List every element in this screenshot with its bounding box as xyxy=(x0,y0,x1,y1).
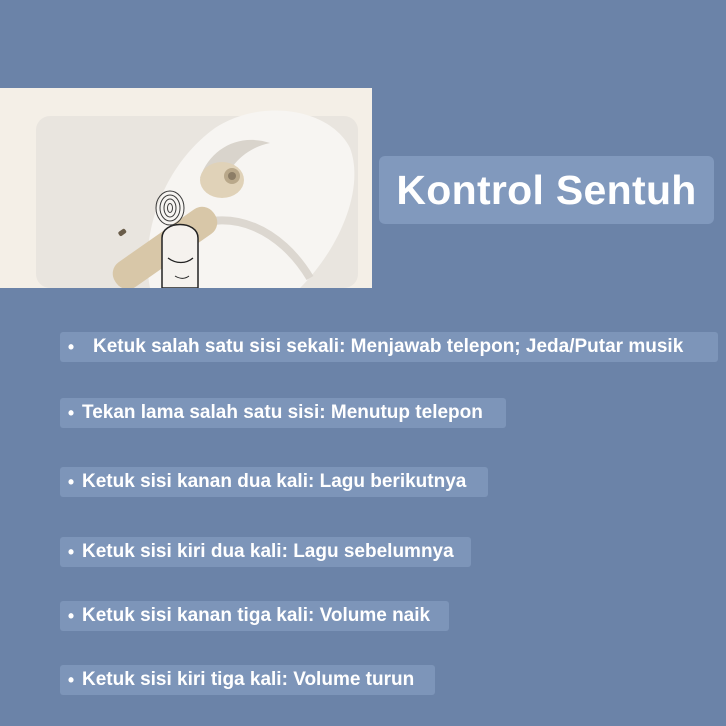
page-title: Kontrol Sentuh xyxy=(396,166,697,213)
list-item xyxy=(60,665,435,695)
list-item xyxy=(60,537,471,567)
bullet-icon: • xyxy=(67,471,75,492)
list-item-text: Ketuk sisi kanan dua kali: Lagu berikutnya xyxy=(82,471,467,492)
bullet-icon: • xyxy=(67,336,75,357)
list-item-text: Ketuk sisi kanan tiga kali: Volume naik xyxy=(82,605,431,626)
bullet-icon: • xyxy=(67,402,75,423)
bullet-icon: • xyxy=(67,669,75,690)
bullet-icon: • xyxy=(67,605,75,626)
list-item-text: Ketuk sisi kiri dua kali: Lagu sebelumnya xyxy=(82,541,454,562)
list-item-text: Tekan lama salah satu sisi: Menutup telepon xyxy=(82,402,483,423)
list-item xyxy=(60,398,506,428)
list-item xyxy=(60,332,718,362)
list-item-text: Ketuk sisi kiri tiga kali: Volume turun xyxy=(82,669,415,690)
title-banner xyxy=(379,156,714,224)
list-item xyxy=(60,467,488,497)
list-item-text: Ketuk salah satu sisi sekali: Menjawab telepon; Jeda/Putar musik xyxy=(93,336,684,357)
list-item xyxy=(60,601,449,631)
bullet-icon: • xyxy=(67,541,75,562)
earbud-touch-photo xyxy=(0,88,372,288)
earbud-in-ear-illustration xyxy=(0,88,372,288)
